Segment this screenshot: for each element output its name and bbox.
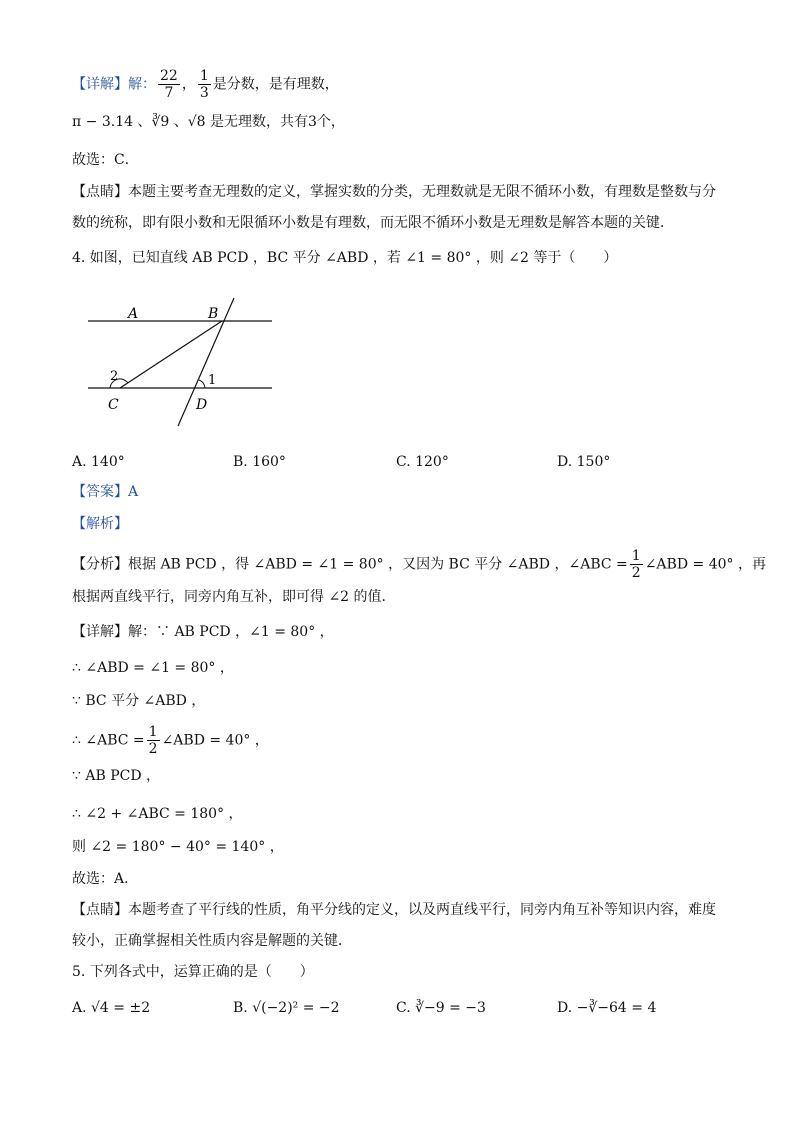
q4-detail-8: 故选：A． <box>72 871 139 887</box>
q4-detail-4: ∴ ∠ABC = $\frac{1}{2}$ ∠ABD = 40° ， <box>72 724 269 757</box>
q4-detail-2: ∴ ∠ABD = ∠1 = 80° ， <box>72 660 234 676</box>
s3-dianjing-line1: 【点睛】本题主要考查无理数的定义，掌握实数的分类，无理数就是无限不循环小数，有理数是整数与分 <box>72 184 716 200</box>
fraction-22-7: $\frac{22}{7}$ <box>160 68 178 101</box>
s3-line3: 故选：C． <box>72 152 139 168</box>
s3-line2: π − 3.14 、∛9 、√8 是无理数，共有3个， <box>72 114 345 130</box>
label-c: C <box>108 397 119 413</box>
q4-stem: 4. 如图，已知直线 AB PCD ，BC 平分 ∠ABD ，若 ∠1 = 80° ，则 ∠2 等于（ ） <box>72 250 618 266</box>
label-1: 1 <box>208 373 217 388</box>
q4-option-b: B. 160° <box>233 454 286 470</box>
fraction-1-2: $\frac{1}{2}$ <box>631 548 641 581</box>
q4-detail-6: ∴ ∠2 + ∠ABC = 180° ， <box>72 806 243 822</box>
q4-fenxi-line1: 【分析】根据 AB PCD ，得 ∠ABD = ∠1 = 80° ，又因为 BC 平分 ∠ABD ，∠ABC = $\frac{1}{2}$ ∠ABD = 40° ，再 <box>72 548 766 581</box>
label-b: B <box>208 306 219 322</box>
q4-detail-5: ∵ AB PCD ， <box>72 768 161 784</box>
q5-stem: 5. 下列各式中，运算正确的是（ ） <box>72 964 314 980</box>
q4-dianjing-line2: 较小，正确掌握相关性质内容是解题的关键． <box>72 933 352 949</box>
q4-option-c: C. 120° <box>396 454 449 470</box>
q5-option-a: A. √4 = ±2 <box>72 1000 151 1016</box>
q4-detail-1: 【详解】解：∵ AB PCD ，∠1 = 80° ， <box>72 624 334 640</box>
q4-option-d: D. 150° <box>557 454 611 470</box>
q5-option-c: C. ∛−9 = −3 <box>396 1000 486 1016</box>
fraction-1-2: $\frac{1}{2}$ <box>148 724 158 757</box>
q4-answer: 【答案】A <box>72 484 139 500</box>
q4-figure <box>80 292 280 432</box>
q4-option-a: A. 140° <box>72 454 125 470</box>
s3-dianjing-line2: 数的统称，即有限小数和无限循环小数是有理数，而无限不循环小数是无理数是解答本题的关键． <box>72 215 674 231</box>
q4-jiexi: 【解析】 <box>72 516 128 532</box>
s3-line1-prefix: 【详解】解： <box>72 76 156 93</box>
label-2: 2 <box>110 369 119 384</box>
label-a: A <box>128 306 139 322</box>
q4-fenxi-line2: 根据两直线平行，同旁内角互补，即可得 ∠2 的值． <box>72 589 396 605</box>
label-d: D <box>196 397 208 413</box>
s3-line1: 【详解】解： $\frac{22}{7}$ ， $\frac{1}{3}$ 是分数，是有理数， <box>72 68 339 101</box>
q5-option-b: B. √(−2)² = −2 <box>233 1000 340 1016</box>
q4-dianjing-line1: 【点睛】本题考查了平行线的性质，角平分线的定义，以及两直线平行，同旁内角互补等知识内容，难度 <box>72 902 716 918</box>
q4-detail-3: ∵ BC 平分 ∠ABD ， <box>72 693 206 709</box>
q4-detail-7: 则 ∠2 = 180° − 40° = 140° ， <box>72 839 284 855</box>
fraction-1-3: $\frac{1}{3}$ <box>199 68 209 101</box>
angle-1-arc <box>199 380 205 388</box>
segment-bc <box>120 321 222 388</box>
q5-option-d: D. −∛−64 = 4 <box>557 1000 657 1016</box>
